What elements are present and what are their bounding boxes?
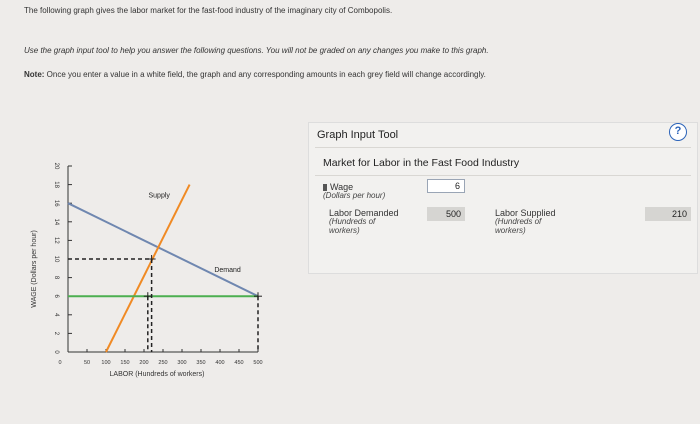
x-tick-label: 0 — [58, 360, 62, 366]
x-axis-label: LABOR (Hundreds of workers) — [109, 371, 205, 378]
y-tick-label: 8 — [53, 275, 59, 280]
x-tick-label: 100 — [101, 360, 111, 366]
x-tick-label: 350 — [196, 360, 206, 366]
y-tick-label: 6 — [53, 294, 59, 298]
labor-supplied-label: Labor Supplied — [495, 208, 556, 218]
labor-demanded-units: (Hundreds of — [329, 217, 376, 226]
y-tick-label: 12 — [53, 237, 59, 244]
tool-title: Graph Input Tool — [317, 129, 399, 141]
wage-label: Wage — [330, 182, 354, 192]
y-axis-label: WAGE (Dollars per hour) — [31, 230, 38, 308]
y-tick-label: 14 — [53, 218, 59, 226]
note-text — [24, 70, 486, 79]
note-label: Note: — [24, 70, 45, 79]
input-marker-icon — [323, 184, 327, 191]
labor-supplied-units: (Hundreds of — [495, 217, 542, 226]
help-icon[interactable]: ? — [669, 123, 687, 141]
wage-label-block — [323, 183, 385, 200]
supplied-label-block — [495, 209, 556, 235]
labor-market-graph[interactable] — [0, 140, 300, 400]
wage-input[interactable]: 6 — [427, 179, 465, 193]
x-tick-label: 200 — [139, 360, 149, 366]
labor-demanded-field: 500 — [427, 207, 465, 221]
market-title: Market for Labor in the Fast Food Industry — [323, 157, 520, 169]
demanded-label-block — [329, 209, 399, 235]
labor-supplied-units-2: workers) — [495, 226, 526, 235]
y-tick-label: 18 — [53, 181, 59, 188]
divider — [315, 175, 691, 176]
demand-label: Demand — [214, 267, 241, 275]
y-tick-label: 0 — [53, 350, 59, 354]
labor-demanded-units-2: workers) — [329, 226, 360, 235]
x-tick-label: 150 — [120, 360, 130, 366]
instructions-text: Use the graph input tool to help you answer the following questions. You will not be graded on any changes you make to this graph. — [24, 46, 489, 55]
x-tick-label: 500 — [253, 360, 263, 366]
demand-curve — [68, 203, 258, 296]
labor-demanded-label: Labor Demanded — [329, 208, 399, 218]
y-tick-label: 20 — [53, 162, 59, 170]
note-body: Once you enter a value in a white field, the graph and any corresponding amounts in each grey field will change accordingly. — [44, 70, 486, 79]
intro-text: The following graph gives the labor market for the fast-food industry of the imaginary city of Combopolis. — [24, 6, 393, 15]
y-tick-label: 4 — [53, 313, 59, 317]
x-tick-label: 250 — [158, 360, 168, 366]
y-tick-label: 2 — [53, 331, 59, 336]
graph-input-tool — [308, 122, 698, 274]
x-tick-label: 300 — [177, 360, 187, 366]
divider — [315, 147, 691, 148]
y-tick-label: 10 — [53, 255, 59, 263]
labor-supplied-field: 210 — [645, 207, 691, 221]
x-tick-label: 400 — [215, 360, 225, 366]
y-tick-label: 16 — [53, 199, 60, 207]
x-tick-label: 450 — [234, 360, 244, 366]
x-tick-label: 50 — [83, 360, 91, 366]
wage-units: (Dollars per hour) — [323, 191, 386, 200]
supply-label: Supply — [148, 192, 170, 200]
